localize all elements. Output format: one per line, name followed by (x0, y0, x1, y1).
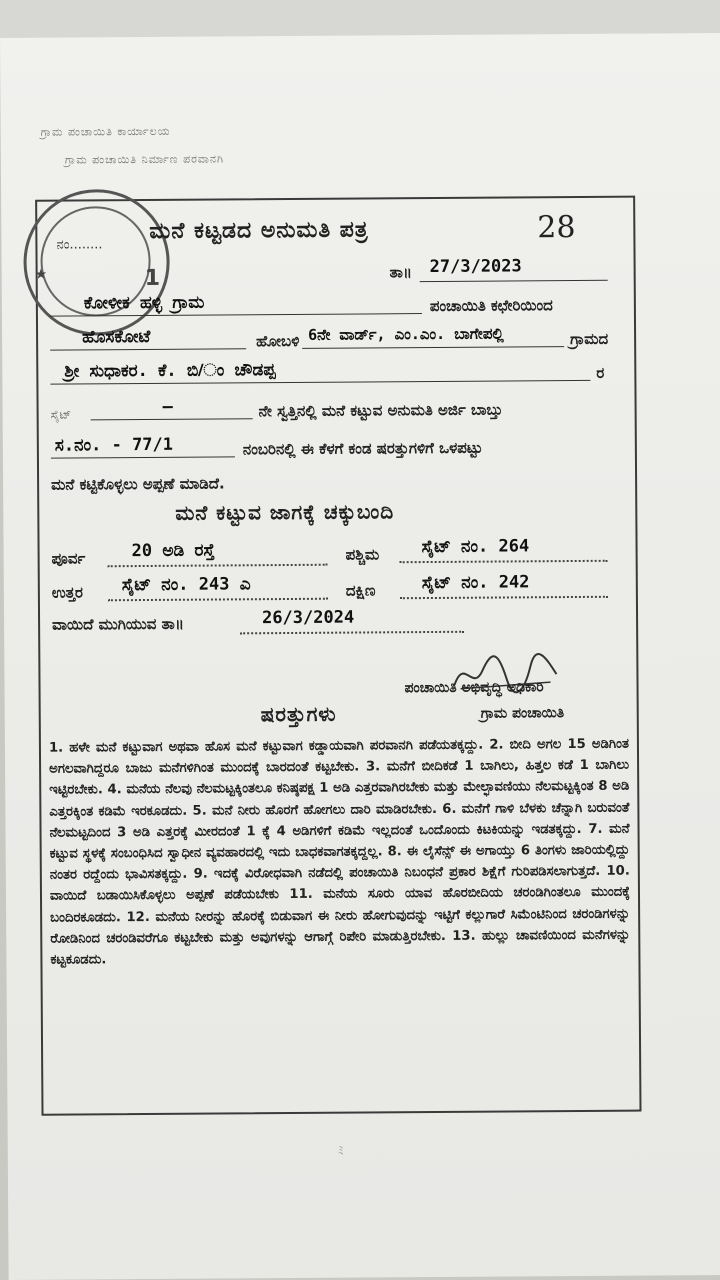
header-line-2: ಗ್ರಾಮ ಪಂಚಾಯಿತಿ ನಿರ್ಮಾಣ ಪರವಾನಗಿ (64, 152, 225, 167)
issue-date: 27/3/2023 (429, 256, 522, 278)
survey-number: ಸ.ನಂ. - 77/1 (54, 434, 174, 456)
permit-document (0, 33, 720, 1280)
survey-text: ನಂಬರಿನಲ್ಲಿ ಈ ಕೆಳಗೆ ಕಂಡ ಷರತ್ತುಗಳಿಗೆ ಒಳಪಟ್ಟು (242, 438, 483, 459)
east-label: ಪೂರ್ವ (51, 549, 86, 568)
permit-number: 28 (537, 209, 576, 246)
officer-title: ಪಂಚಾಯಿತಿ ಅಭಿವೃದ್ಧಿ ಅಧಿಕಾರಿ (404, 679, 544, 697)
expiry-date: 26/3/2024 (261, 607, 355, 629)
seal-number: 1 (144, 265, 161, 291)
gram-suffix: ಗ್ರಾಮದ (570, 329, 609, 349)
document-title: ಮನೆ ಕಟ್ಟಡದ ಅನುಮತಿ ಪತ್ರ (149, 217, 369, 244)
conditions-title: ಷರತ್ತುಗಳು (260, 701, 337, 727)
north-label: ಉತ್ತರ (51, 583, 83, 602)
date-label: ತಾ॥ (389, 263, 413, 282)
south-boundary: ಸೈಟ್ ನಂ. 242 (421, 572, 530, 594)
village-name: ಕೋಳೀಕ ಹಳ್ಳಿ ಗ್ರಾಮ (83, 292, 205, 314)
application-text: ನೇ ಸ್ವತ್ತಿನಲ್ಲಿ ಮನೆ ಕಟ್ಟುವ ಅನುಮತಿ ಅರ್ಜಿ ಬಾಬ್ತು (258, 400, 503, 421)
conditions-text: 1. ಹಳೇ ಮನೆ ಕಟ್ಟುವಾಗ ಅಥವಾ ಹೊಸ ಮನೆ ಕಟ್ಟುವಾಗ ಕಡ್ಡಾಯವಾಗಿ ಪರವಾನಗಿ ಪಡೆಯತಕ್ಕದ್ದು. 2. ಬೀದಿ ಅಗಲ 15 ಅಡಿಗಿಂತ ಅಗಲವಾಗಿದ್ದರೂ ಬಾಜು ಮನೆಗಳಿಗಿಂತ ಮುಂದಕ್ಕೆ ಬಾರದಂತೆ ಕಟ್ಟಬೇಕು. 3. ಮನೆಗೆ ಬೀದಿಕಡೆ 1 ಬಾಗಿಲು, ಹಿತ್ತಲ ಕಡೆ 1 ಬಾಗಿಲು ಇಟ್ಟಿರಬೇಕು. 4. ಮನೆಯ ನೆಲವು ನೆಲಮಟ್ಟಕ್ಕಿಂತಲೂ ಕನಿಷ್ಠಪಕ್ಷ 1 ಅಡಿ ಎತ್ತರವಾಗಿರಬೇಕು ಮತ್ತು ಮೇಲ್ಛಾವಣಿಯು ನೆಲಮಟ್ಟಕ್ಕಿಂತ 8 ಅಡಿ ಎತ್ತರಕ್ಕಿಂತ ಕಡಿಮೆ ಇರಕೂಡದು. 5. ಮನೆ ನೀರು ಹೊರಗೆ ಹೋಗಲು ದಾರಿ ಮಾಡಿರಬೇಕು. 6. ಮನೆಗೆ ಗಾಳಿ ಬೆಳಕು ಚೆನ್ನಾಗಿ ಬರುವಂತೆ ನೆಲಮಟ್ಟದಿಂದ 3 ಅಡಿ ಎತ್ತರಕ್ಕೆ ಮೀರದಂತೆ 1 ಕ್ಕೆ 4 ಅಡಿಗಳಿಗೆ ಕಡಿಮೆ ಇಲ್ಲದಂತೆ ಒಂದೊಂದು ಕಿಟಕಿಯನ್ನು ಇಡತಕ್ಕದ್ದು. 7. ಮನೆ ಕಟ್ಟುವ ಸ್ಥಳಕ್ಕೆ ಸಂಬಂಧಿಸಿದ ಸ್ವಾಧೀನ ವ್ಯವಹಾರದಲ್ಲಿ ಇದು ಬಾಧಕವಾಗತಕ್ಕದ್ದಲ್ಲ. 8. ಈ ಲೈಸೆನ್ಸ್ ಈ ಅಗಾಯ್ತು 6 ತಿಂಗಳು ಜಾರಿಯಲ್ಲಿದ್ದು ನಂತರ ರದ್ದೆಂದು ಭಾವಿಸತಕ್ಕದ್ದು. 9. ಇದಕ್ಕೆ ವಿರೋಧವಾಗಿ ನಡೆದಲ್ಲಿ ಪಂಚಾಯಿತಿ ನಿಬಂಧನೆ ಪ್ರಕಾರ ಶಿಕ್ಷೆಗೆ ಗುರಿಪಡಿಸಲಾಗುತ್ತದೆ. 10. ವಾಯಿದೆ ಬಡಾಯಿಸಿಕೊಳ್ಳಲು ಅಪ್ಪಣೆ ಪಡೆಯಬೇಕು 11. ಮನೆಯ ಸೂರು ಯಾವ ಹೊರಬೀದಿಯ ಚರಂಡಿಗಿಂತಲೂ ಮುಂದಕ್ಕೆ ಬಂದಿರಕೂಡದು. 12. ಮನೆಯ ನೀರನ್ನು ಹೊರಕ್ಕೆ ಬಿಡುವಾಗ ಈ ನೀರು ಹೋಗುವುದನ್ನು ಇಟ್ಟಿಗೆ ಕಲ್ಲುಗಾರೆ ಸಿಮೆಂಟಿನಿಂದ ಚರಂಡಿಗಳನ್ನು ರೋಡಿನಿಂದ ಚರಂಡಿವರೆಗೂ ಕಟ್ಟಬೇಕು ಮತ್ತು ಅವುಗಳನ್ನು ಆಗಾಗ್ಗೆ ರಿಪೇರಿ ಮಾಡುತ್ತಿರಬೇಕು. 13. ಹುಲ್ಲು ಚಾವಣಿಯಿಂದ ಮನೆಗಳನ್ನು ಕಟ್ಟಕೂಡದು. (48, 736, 631, 968)
hobli-name: ಹೊಸಕೋಟೆ (82, 326, 151, 348)
seal-star-icon: ★ (34, 266, 48, 283)
site-number: — (162, 396, 173, 417)
west-boundary: ಸೈಟ್ ನಂ. 264 (421, 536, 530, 558)
header-line-1: ಗ್ರಾಮ ಪಂಚಾಯಿತಿ ಕಾರ್ಯಾಲಯ (40, 124, 171, 139)
panchayat-office-label: ಪಂಚಾಯಿತಿ ಕಛೇರಿಯಿಂದ (429, 296, 553, 316)
applicant-suffix: ರ (596, 363, 605, 382)
seal-number-label: ನಂ........ (56, 237, 103, 253)
west-label: ಪಶ್ಚಿಮ (345, 545, 380, 564)
office-seal (23, 189, 170, 336)
north-boundary: ಸೈಟ್ ನಂ. 243 ಎ (121, 574, 251, 596)
paper-mark: ﾐ (337, 1143, 344, 1158)
site-label: ಸೈಟ್ (50, 407, 72, 422)
hobli-detail: 6ನೇ ವಾರ್ಡ್, ಎಂ.ಎಂ. ಬಾಗೇಪಲ್ಲಿ (308, 324, 504, 344)
boundary-title: ಮನೆ ಕಟ್ಟುವ ಜಾಗಕ್ಕೆ ಚಕ್ಕುಬಂದಿ (175, 499, 395, 525)
permission-text: ಮನೆ ಕಟ್ಟಿಕೊಳ್ಳಲು ಅಪ್ಪಣೆ ಮಾಡಿದೆ. (51, 474, 225, 494)
applicant-name: ಶ್ರೀ ಸುಧಾಕರ. ಕೆ. ಬಿ/ಂ ಚೌಡಪ್ಪ (64, 360, 276, 382)
east-boundary: 20 ಅಡಿ ರಸ್ತೆ (131, 540, 215, 562)
expiry-label: ವಾಯಿದೆ ಮುಗಿಯುವ ತಾ॥ (52, 614, 185, 634)
south-label: ದಕ್ಷಿಣ (345, 581, 376, 600)
panchayat-name: ಗ್ರಾಮ ಪಂಚಾಯಿತಿ (480, 705, 565, 722)
hobli-label: ಹೋಬಳಿ (256, 331, 300, 351)
